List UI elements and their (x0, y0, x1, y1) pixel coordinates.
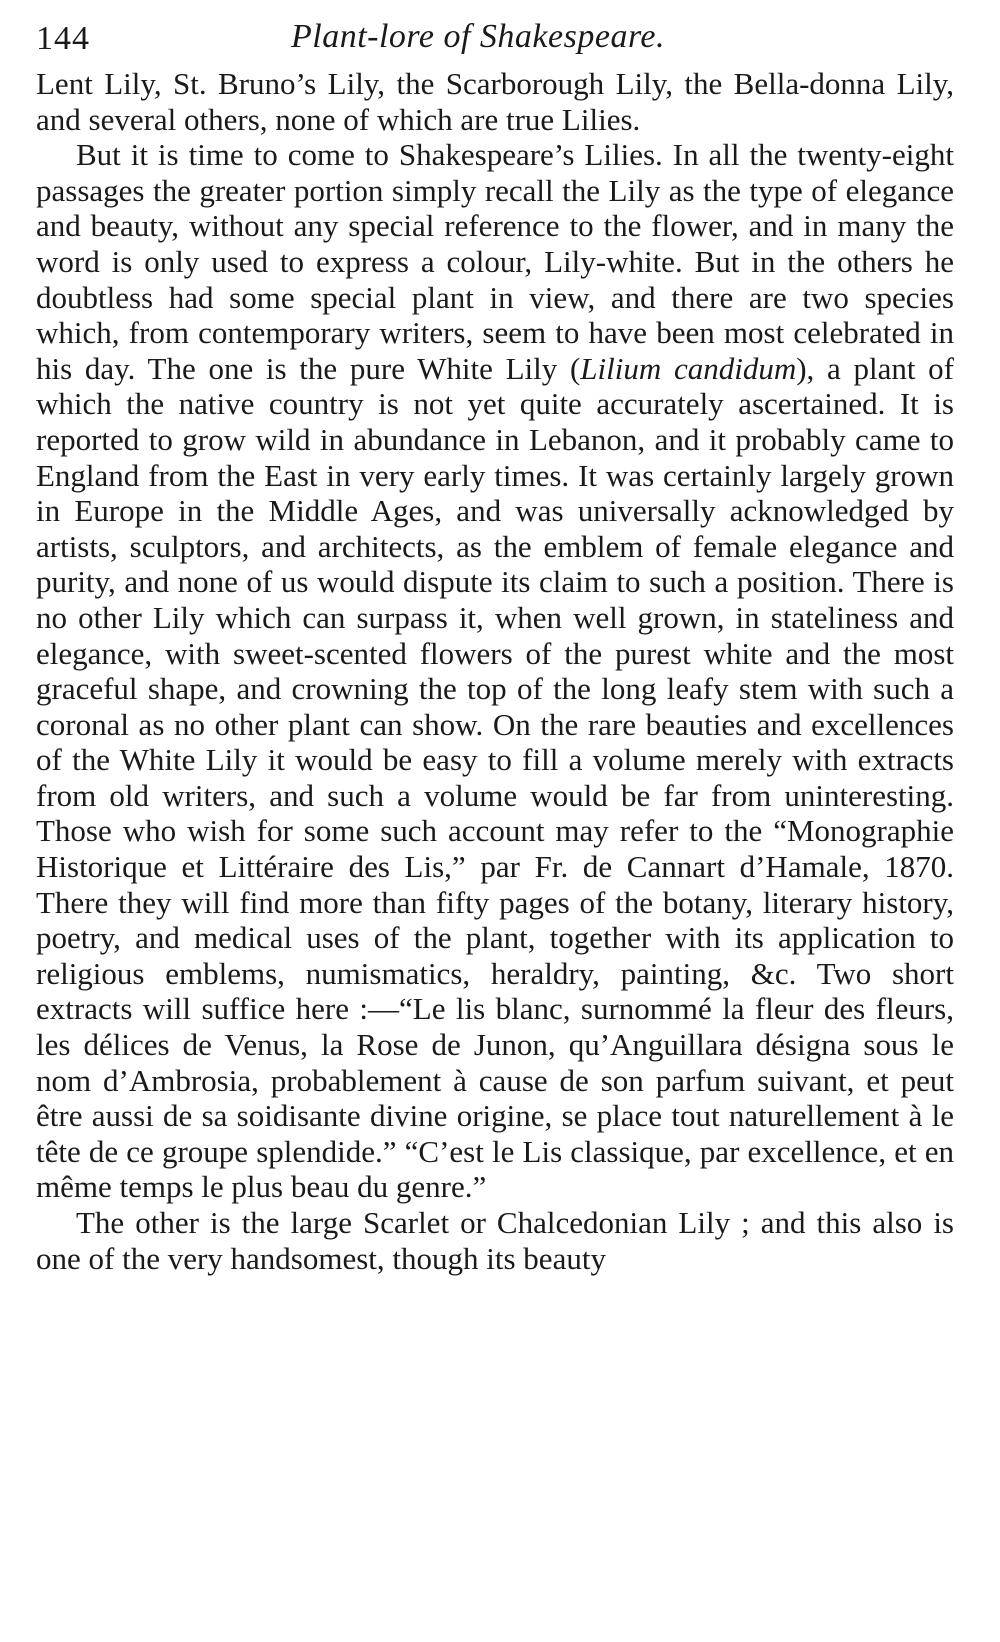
body-text (36, 66, 954, 1276)
paragraph-shakespeare-lilies (36, 137, 954, 1205)
paragraph-scarlet-lily: The other is the large Scarlet or Chalcedonian Lily ; and this also is one of the very handsomest, though its beauty (36, 1205, 954, 1276)
running-head (36, 14, 954, 66)
paragraph-continuation: Lent Lily, St. Bruno’s Lily, the Scarborough Lily, the Bella-donna Lily, and several others, none of which are true Lilies. (36, 66, 954, 137)
page-number: 144 (36, 20, 90, 57)
latin-name-italic: Lilium candidum (580, 350, 797, 386)
book-page (36, 14, 954, 1276)
running-title: Plant-lore of Shakespeare. (291, 18, 666, 55)
paragraph-text-before-italic: But it is time to come to Shakespeare’s Lilies. In all the twenty-eight passages the greater portion simply recall the Lily as the type of elegance and beauty, without any special reference to the flower, and in many the word is only used to express a colour, Lily-white. But in the others he doubtless had some special plant in view, and there are two species which, from contemporary writers, seem to have been most celebrated in his day. The one is the pure White Lily ( (36, 137, 954, 386)
paragraph-text-after-italic: ), a plant of which the native country is not yet quite accurately ascertained. It is reported to grow wild in abundance in Lebanon, and it probably came to England from the East in very early times. It was certainly largely grown in Europe in the Middle Ages, and was universally acknowledged by artists, sculptors, and architects, as the emblem of female elegance and purity, and none of us would dispute its claim to such a position. There is no other Lily which can surpass it, when well grown, in stateliness and elegance, with sweet-scented flowers of the purest white and the most graceful shape, and crowning the top of the long leafy stem with such a coronal as no other plant can show. On the rare beauties and excellences of the White Lily it would be easy to fill a volume merely with extracts from old writers, and such a volume would be far from uninteresting. Those who wish for some such account may refer to the “Monographie Historique et Littéraire des Lis,” par Fr. de Cannart d’Hamale, 1870. There they will find more than fifty pages of the botany, literary history, poetry, and medical uses of the plant, together with its application to religious emblems, numismatics, heraldry, painting, &c. Two short extracts will suffice here :—“Le lis blanc, surnommé la fleur des fleurs, les délices de Venus, la Rose de Junon, qu’Anguillara désigna sous le nom d’Ambrosia, probablement à cause de son parfum suivant, et peut être aussi de sa soidisante divine origine, se place tout naturellement à le tête de ce groupe splendide.” “C’est le Lis classique, par excellence, et en même temps le plus beau du genre.” (36, 350, 954, 1205)
